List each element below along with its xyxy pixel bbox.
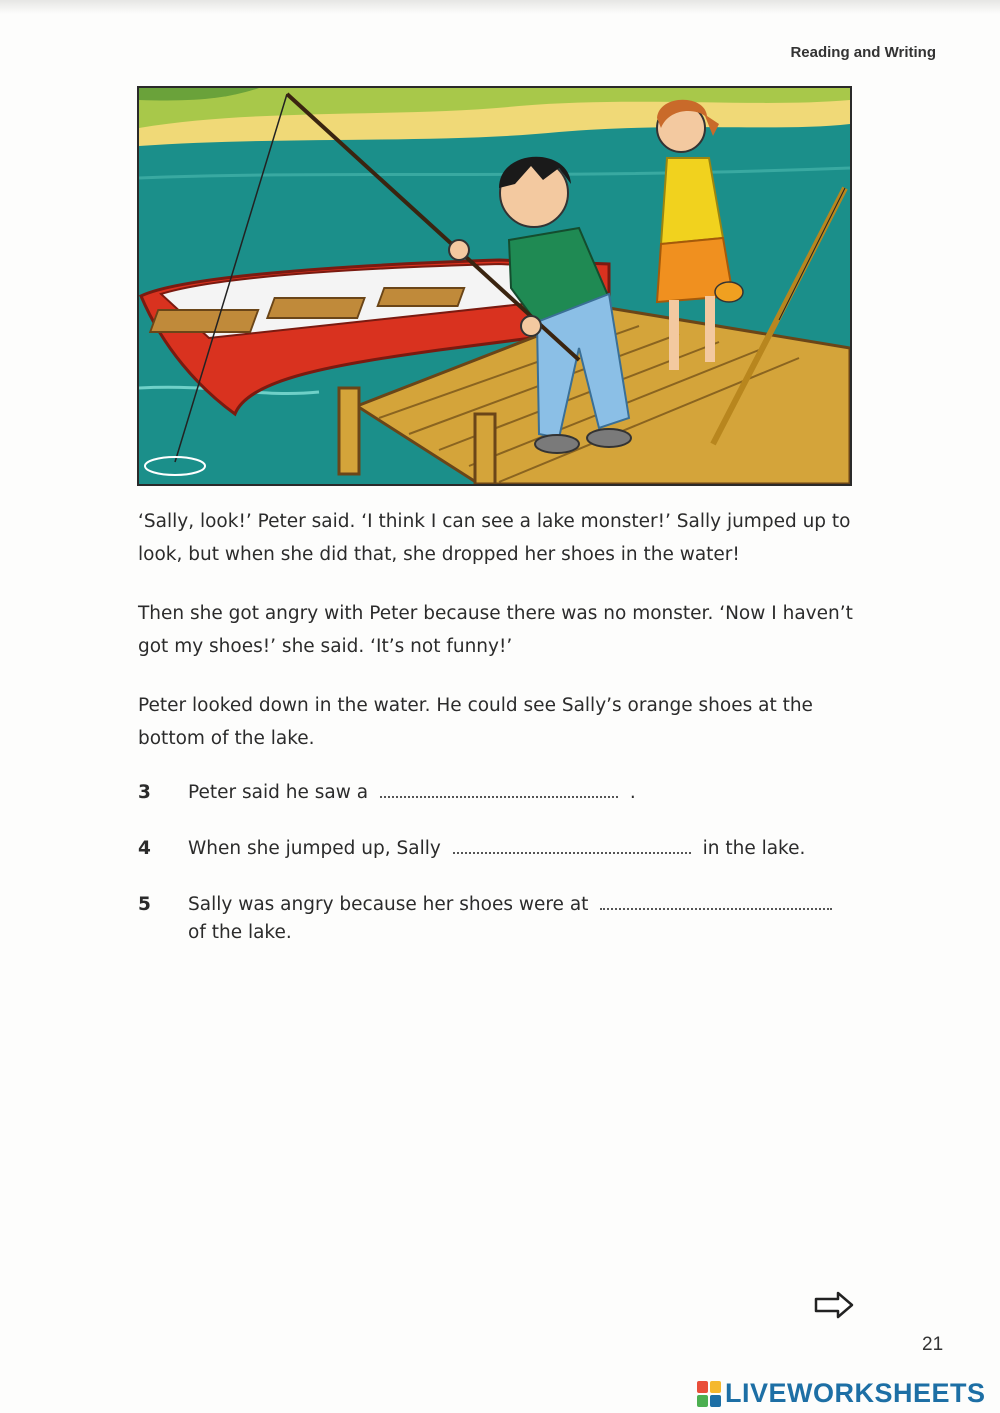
story-text: [138, 505, 858, 781]
question-text: When she jumped up, Sally: [188, 838, 441, 859]
question-text-end: .: [629, 782, 636, 803]
question-text: Sally was angry because her shoes were at: [188, 894, 589, 915]
page-number: 21: [922, 1334, 944, 1355]
question-text-end: in the lake.: [702, 838, 806, 859]
question-5: [138, 891, 858, 947]
question-number: 3: [138, 782, 151, 803]
question-3: [138, 779, 858, 807]
brand-name: LIVEWORKSHEETS: [725, 1378, 986, 1408]
liveworksheets-logo-icon: [697, 1381, 721, 1407]
question-text-end: of the lake.: [188, 922, 292, 943]
question-number: 5: [138, 894, 151, 915]
question-4: [138, 835, 858, 863]
right-arrow-icon[interactable]: [814, 1290, 856, 1324]
page-top-shadow: [0, 0, 1000, 14]
brand-watermark: [697, 1378, 986, 1409]
answer-blank-4[interactable]: [453, 836, 691, 854]
story-paragraph: Then she got angry with Peter because there was no monster. ‘Now I haven’t got my shoes!’ she said. ‘It’s not funny!’: [138, 603, 853, 657]
question-number: 4: [138, 838, 151, 859]
answer-blank-3[interactable]: [380, 780, 618, 798]
section-header: Reading and Writing: [790, 44, 936, 61]
story-paragraph: Peter looked down in the water. He could see Sally’s orange shoes at the bottom of the lake.: [138, 695, 813, 749]
fishing-scene-illustration: [137, 86, 852, 486]
story-paragraph: ‘Sally, look!’ Peter said. ‘I think I can see a lake monster!’ Sally jumped up to look, but when she did that, she dropped her shoes in the water!: [138, 511, 851, 565]
answer-blank-5[interactable]: [600, 892, 832, 910]
question-text: Peter said he saw a: [188, 782, 369, 803]
